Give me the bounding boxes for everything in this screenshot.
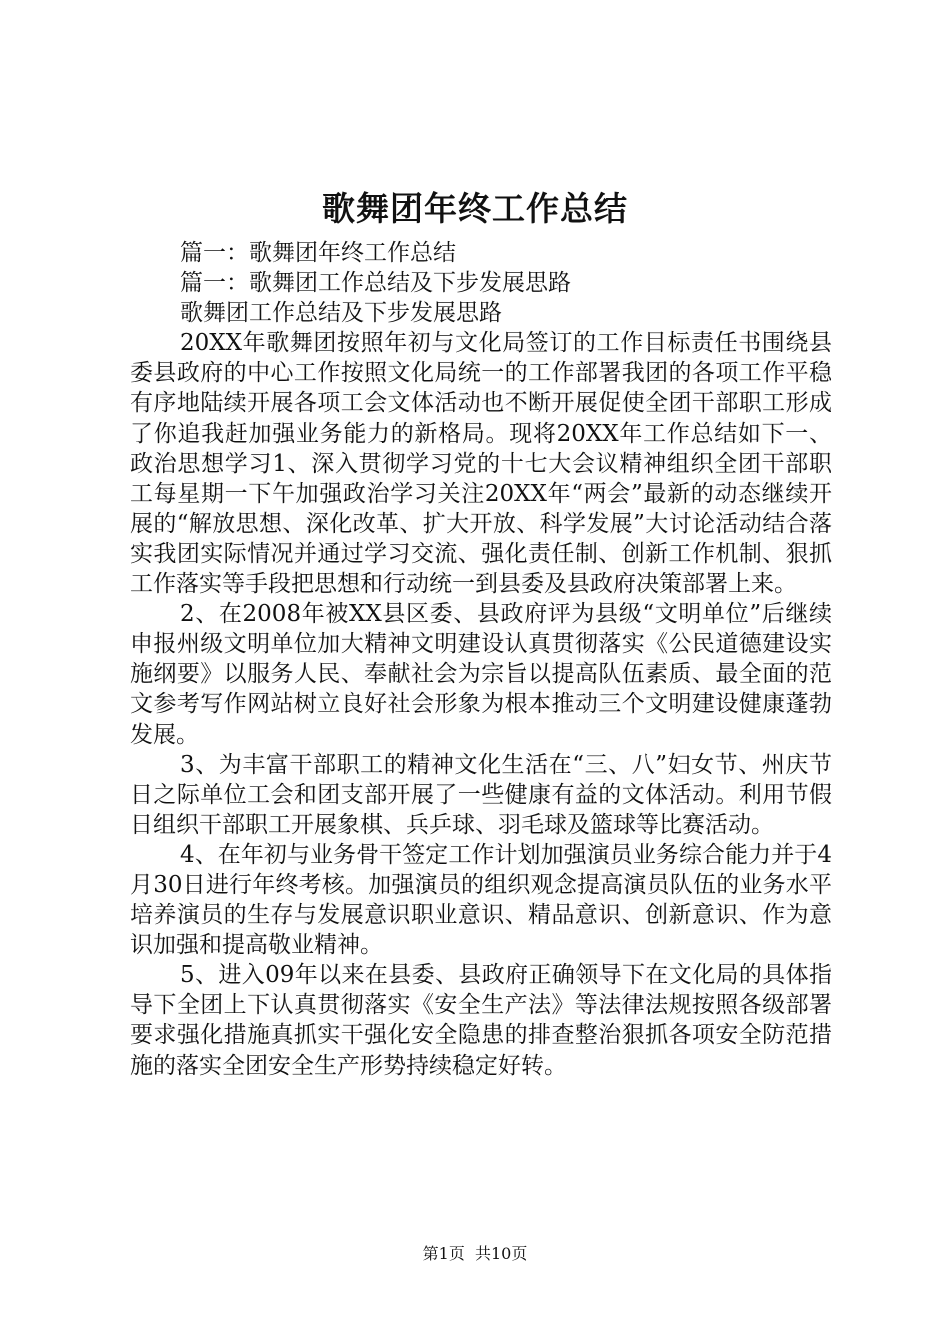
- paragraph-body-4: 4、在年初与业务骨干签定工作计划加强演员业务综合能力并于4月30日进行年终考核。加强演员的组织观念提高演员队伍的业务水平培养演员的生存与发展意识职业意识、精品意识、创新意识、作为意识加强和提高敬业精神。: [130, 841, 832, 959]
- document-body: [130, 238, 832, 1081]
- paragraph-body-3: 3、为丰富干部职工的精神文化生活在“三、八”妇女节、州庆节日之际单位工会和团支部开展了一些健康有益的文体活动。利用节假日组织干部职工开展象棋、兵乒球、羽毛球及篮球等比赛活动。: [130, 751, 832, 838]
- paragraph-body-5: 5、进入09年以来在县委、县政府正确领导下在文化局的具体指导下全团上下认真贯彻落实《安全生产法》等法律法规按照各级部署要求强化措施真抓实干强化安全隐患的排查整治狠抓各项安全防范措施的落实全团安全生产形势持续稳定好转。: [130, 962, 832, 1079]
- document-title: 歌舞团年终工作总结: [322, 189, 628, 228]
- paragraph-body-1: 20XX年歌舞团按照年初与文化局签订的工作目标责任书围绕县委县政府的中心工作按照文化局统一的工作部署我团的各项工作平稳有序地陆续开展各项工会文体活动也不断开展促使全团干部职工形成了你追我赶加强业务能力的新格局。现将20XX年工作总结如下一、政治思想学习1、深入贯彻学习党的十七大会议精神组织全团干部职工每星期一下午加强政治学习关注20XX年“两会”最新的动态继续开展的“解放思想、深化改革、扩大开放、科学发展”大讨论活动结合落实我团实际情况并通过学习交流、强化责任制、创新工作机制、狠抓工作落实等手段把思想和行动统一到县委及县政府决策部署上来。: [130, 330, 832, 598]
- page-footer: [0, 1243, 950, 1265]
- paragraph-heading-3: 歌舞团工作总结及下步发展思路: [180, 300, 502, 327]
- paragraph-heading-1: 篇一：歌舞团年终工作总结: [180, 240, 456, 266]
- paragraph-body-2: 2、在2008年被XX县区委、县政府评为县级“文明单位”后继续申报州级文明单位加大精神文明建设认真贯彻落实《公民道德建设实施纲要》以服务人民、奉献社会为宗旨以提高队伍素质、最全面的范文参考写作网站树立良好社会形象为根本推动三个文明建设健康蓬勃发展。: [130, 601, 832, 748]
- paragraph-heading-2: 篇一：歌舞团工作总结及下步发展思路: [180, 270, 571, 297]
- page-number-label: 第1页 共10页: [422, 1244, 528, 1263]
